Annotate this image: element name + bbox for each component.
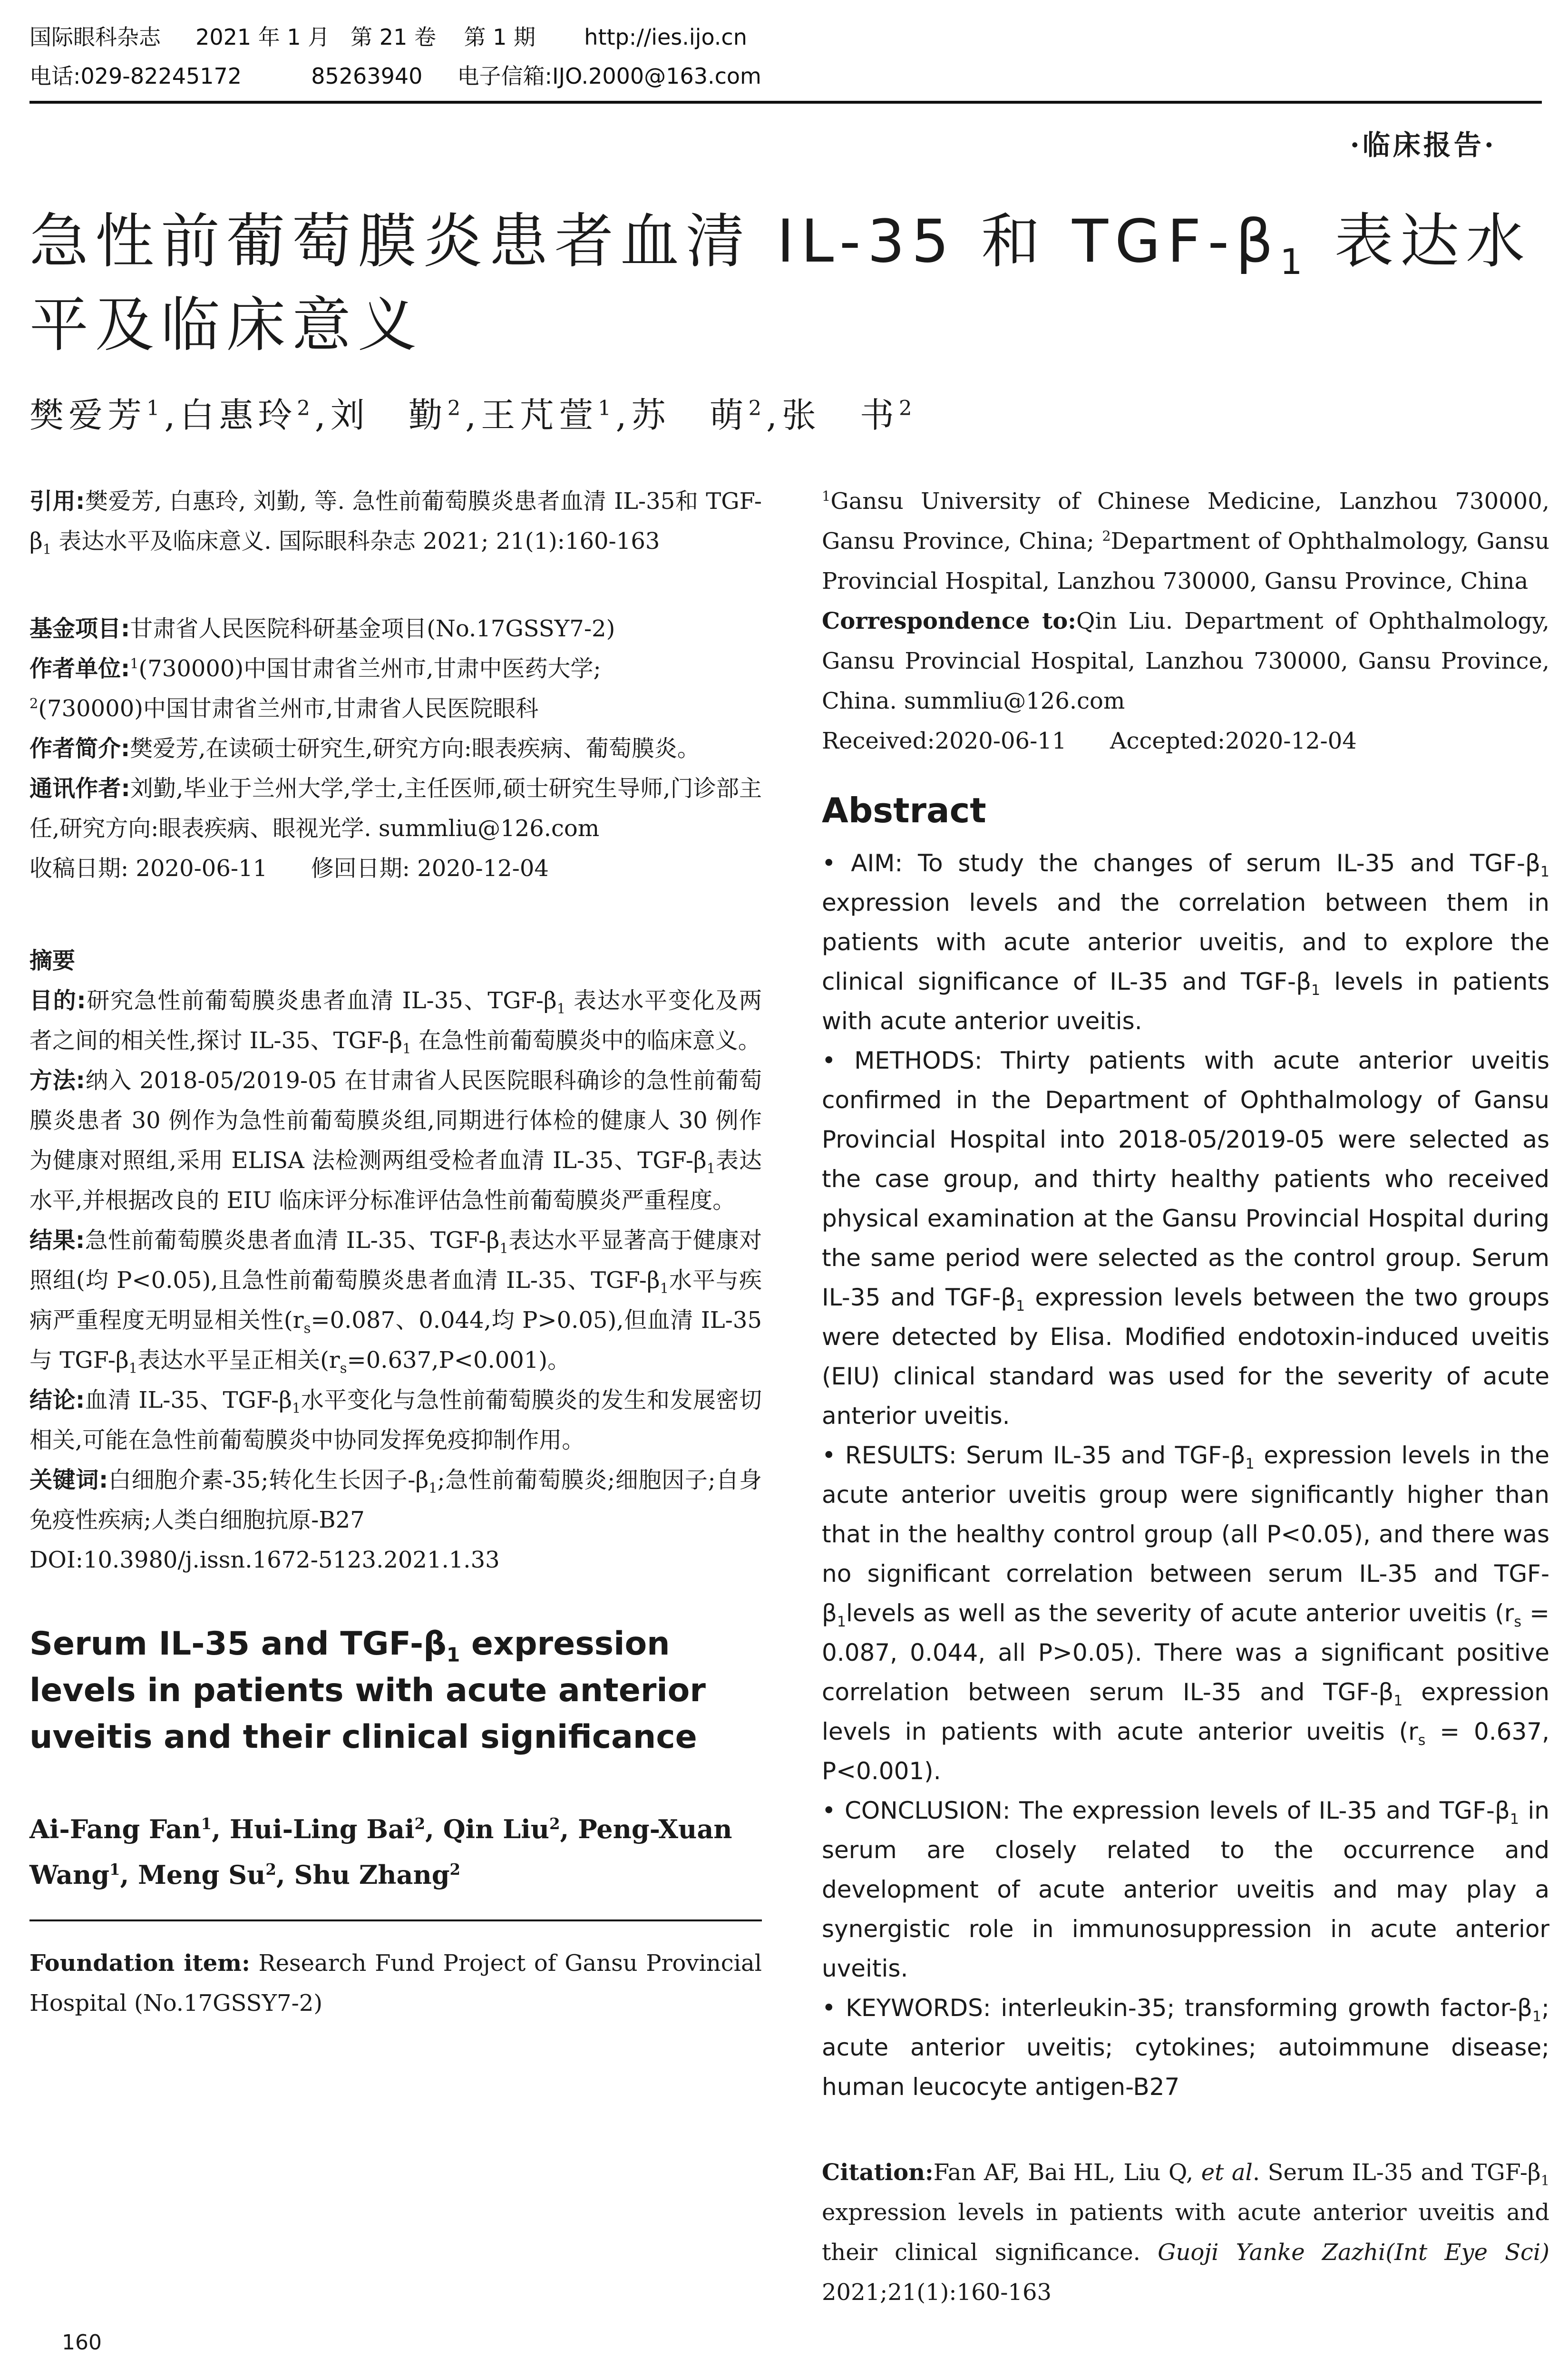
text: Research Fund Project of Gansu Provincial Hospital (No.17GSSY7-2) — [29, 1950, 762, 2017]
abstract-methods-cn — [29, 1061, 762, 1220]
text: 研究急性前葡萄膜炎患者血清 IL-35、TGF-β — [86, 987, 557, 1014]
right-column — [822, 481, 1549, 2312]
subscript: 1 — [292, 1400, 301, 1416]
label: 作者简介: — [29, 735, 130, 762]
author-affiliation-mark: 2 — [265, 1861, 276, 1879]
abstract-heading-en: Abstract — [822, 790, 986, 830]
author-affiliation-mark: 1 — [146, 397, 165, 420]
affiliations-en — [822, 481, 1549, 601]
author-affiliation-mark: 2 — [549, 1815, 560, 1833]
subscript: 1 — [1393, 1693, 1403, 1709]
doi: DOI:10.3980/j.issn.1672-5123.2021.1.33 — [29, 1547, 500, 1573]
keywords-en: • KEYWORDS: interleukin-35; transforming growth factor-$\beta_1$; acute anterior uveitis; cytokines; autoimmune disease; human leucocyte antigen-B27 — [822, 1994, 1549, 2101]
subscript: 1 — [1540, 2172, 1550, 2189]
text: et al — [1201, 2159, 1253, 2186]
author-name: 樊爱芳 — [29, 395, 147, 435]
subscript: 1 — [1311, 982, 1321, 999]
dates-cn: 收稿日期: 2020-06-11 修回日期: 2020-12-04 — [29, 855, 549, 882]
label: 目的: — [29, 987, 86, 1014]
title-text: 急性前葡萄膜炎患者血清 IL-35 和 TGF-β — [29, 207, 1280, 276]
text: expression levels and the correlation between them in patients with acute anterior uveitis, and to explore the clinical significance of IL-35 and TGF-β — [822, 889, 1549, 995]
label: CONCLUSION: — [844, 1797, 1011, 1824]
text: Serum IL-35 and TGF-β — [29, 1625, 447, 1663]
author-name: 张 书 — [781, 395, 899, 435]
text: 樊爱芳, 白惠玲, 刘勤, 等. 急性前葡萄膜炎患者血清 IL-35和 TGF-β — [29, 488, 762, 555]
text: in serum are closely related to the occurrence and development of acute anterior uveitis and may play a synergistic role in immunosuppression in acute anterior uveitis. — [822, 1797, 1549, 1982]
correspondence-cn — [29, 769, 762, 848]
superscript: 1 — [130, 655, 139, 672]
author-name: 刘 勤 — [330, 395, 448, 435]
author-name: Peng-Xuan Wang — [29, 1814, 732, 1890]
text: 表达水平变化及两者之间的相关性,探讨 IL-35、TGF-β — [29, 987, 762, 1054]
abstract-conclusion-cn — [29, 1380, 762, 1460]
subscript: 1 — [402, 1040, 411, 1057]
footnote-rule — [29, 1919, 762, 1921]
text: Gansu University of Chinese Medicine, Lanzhou 730000, Gansu Province, China; — [822, 488, 1549, 555]
author-name: 白惠玲 — [180, 395, 297, 435]
text: . Serum IL-35 and TGF-β — [1252, 2159, 1541, 2186]
citation-en — [822, 2153, 1549, 2312]
label: Citation: — [822, 2159, 934, 2186]
text: Fan AF, Bai HL, Liu Q, — [933, 2159, 1201, 2186]
text: 表达水平及临床意义. 国际眼科杂志 2021; 21(1):160-163 — [51, 528, 660, 555]
fund-cn — [29, 609, 762, 649]
text: 甘肃省人民医院科研基金项目(No.17GSSY7-2) — [130, 615, 615, 642]
text: 在急性前葡萄膜炎中的临床意义。 — [411, 1027, 761, 1054]
text: Department of Ophthalmology, Gansu Provincial Hospital, Lanzhou 730000, Gansu Province, China — [822, 528, 1549, 594]
author-name: Shu Zhang — [294, 1860, 450, 1890]
superscript: 2 — [1102, 528, 1111, 544]
author-affiliation-mark: 1 — [201, 1815, 212, 1833]
text: = 0.637, P<0.001). — [822, 1718, 1550, 1785]
text: expression levels in patients with acute anterior uveitis and their clinical significance — [29, 1625, 706, 1756]
label: 作者单位: — [29, 655, 130, 682]
foundation-item-en — [29, 1943, 762, 2023]
text: interleukin-35; transforming growth factor-β — [991, 1994, 1533, 2022]
label: 基金项目: — [29, 615, 130, 642]
label: 结论: — [29, 1387, 85, 1413]
subscript: s — [1418, 1732, 1426, 1749]
label: KEYWORDS: — [846, 1994, 991, 2022]
author-affiliation-mark: 2 — [297, 397, 315, 420]
abstract-methods-en: • METHODS: Thirty patients with acute anterior uveitis confirmed in the Department of Ophthalmology of Gansu Provincial Hospital into 2018-05/2019-05 were selected as the case group, and thirty healthy patients who received physical examination at the Gansu Provincial Hospital during the same period were selected as the control group. Serum IL-35 and TGF-$\beta_1$ expression levels between the two groups were detected by Elisa. Modified endotoxin-induced uveitis (EIU) clinical standard was used for the severity of acute anterior uveitis. — [822, 1047, 1549, 1430]
author-name: Meng Su — [138, 1860, 266, 1890]
author-name: 苏 萌 — [631, 395, 749, 435]
author-list-cn: 樊爱芳$^1$,白惠玲$^2$,刘 勤$^2$,王芃萱$^1$,苏 萌$^2$,张 书$^2$ — [29, 395, 917, 435]
text: 急性前葡萄膜炎患者血清 IL-35、TGF-β — [85, 1227, 500, 1254]
text: 血清 IL-35、TGF-β — [85, 1387, 292, 1413]
label: RESULTS: — [845, 1442, 957, 1469]
text: expression levels between the two groups were detected by Elisa. Modified endotoxin-induced uveitis (EIU) clinical standard was used for the severity of acute anterior uveitis. — [822, 1284, 1549, 1430]
subscript: 1 — [1016, 1298, 1025, 1315]
title-subscript: 1 — [1280, 241, 1309, 283]
text: 表达水平显著高于健康对照组(均 P<0.05),且急性前葡萄膜炎患者血清 IL-35、TGF-β — [29, 1227, 762, 1294]
author-list-en: Ai-Fang Fan$^1$, Hui-Ling Bai$^2$, Qin Liu$^2$, Peng-Xuan Wang$^1$, Meng Su$^2$, Shu Zhang$^2$ — [29, 1814, 732, 1890]
text: expression levels in patients with acute anterior uveitis and their clinical significance. — [822, 2199, 1549, 2266]
subscript: s — [340, 1360, 347, 1376]
correspondence-en — [822, 601, 1549, 721]
text: Serum IL-35 and TGF-β — [956, 1442, 1246, 1469]
superscript: 2 — [29, 695, 39, 711]
citation-cn — [29, 481, 762, 561]
subscript: 1 — [1510, 1811, 1519, 1828]
label: Foundation item: — [29, 1950, 250, 1977]
label: AIM: — [851, 849, 903, 877]
paper-title-en — [29, 1621, 762, 1761]
label: Correspondence to: — [822, 608, 1077, 634]
text: ; acute anterior uveitis; cytokines; autoimmune disease; human leucocyte antigen-B27 — [822, 1994, 1549, 2101]
author-name: Ai-Fang Fan — [29, 1814, 201, 1844]
text: The expression levels of IL-35 and TGF-β — [1010, 1797, 1510, 1824]
text: To study the changes of serum IL-35 and TGF-β — [903, 849, 1540, 877]
label: 方法: — [29, 1067, 85, 1094]
author-bio-cn — [29, 729, 762, 769]
text: 白细胞介素-35;转化生长因子-β — [108, 1467, 429, 1493]
author-affiliation-mark: 1 — [109, 1861, 120, 1879]
subscript: 1 — [556, 1000, 566, 1017]
text: 水平与疾病严重程度无明显相关性(r — [29, 1267, 762, 1334]
text: Qin Liu. Department of Ophthalmology, Gansu Provincial Hospital, Lanzhou 730000, Gansu Province, China. summliu@126.com — [822, 608, 1550, 714]
label: 结果: — [29, 1227, 85, 1254]
author-name: Qin Liu — [443, 1814, 549, 1844]
label: 关键词: — [29, 1467, 108, 1493]
section-tag: ·临床报告· — [1350, 129, 1497, 161]
dates-en: Received:2020-06-11 Accepted:2020-12-04 — [822, 728, 1357, 754]
text: 刘勤,毕业于兰州大学,学士,主任医师,硕士研究生导师,门诊部主任,研究方向:眼表疾病、眼视光学. summliu@126.com — [29, 775, 762, 842]
text: expression levels in patients with acute anterior uveitis (r — [822, 1678, 1549, 1745]
text: 樊爱芳,在读硕士研究生,研究方向:眼表疾病、葡萄膜炎。 — [130, 735, 700, 762]
label: 引用: — [29, 488, 85, 515]
title-text-end: 表达水平及临床意义 — [29, 207, 1532, 360]
label: 通讯作者: — [29, 775, 130, 802]
header-rule — [29, 101, 1542, 104]
abstract-aim-en: • AIM: To study the changes of serum IL-35 and TGF-$\beta_1$ expression levels and the correlation between them in patients with acute anterior uveitis, and to explore the clinical significance of IL-35 and TGF-$\beta_1$ levels in patients with acute anterior uveitis. — [822, 849, 1549, 1035]
text: Thirty patients with acute anterior uveitis confirmed in the Department of Ophthalmology of Gansu Provincial Hospital into 2018-05/2019-05 were selected as the case group, and thirty healthy patients who received physical examination at the Gansu Provincial Hospital during the same period were selected as the control group. Serum IL-35 and TGF-β — [822, 1047, 1549, 1311]
text: = 0.087, 0.044, all P>0.05). There was a significant positive correlation between serum IL-35 and TGF-β — [822, 1599, 1549, 1706]
subscript: 1 — [1245, 1456, 1255, 1472]
subscript: 1 — [1532, 2008, 1542, 2025]
subscript: 1 — [446, 1643, 460, 1666]
subscript: 1 — [706, 1160, 716, 1177]
author-name: Hui-Ling Bai — [229, 1814, 415, 1844]
label: METHODS: — [854, 1047, 983, 1074]
subscript: 1 — [1540, 864, 1549, 880]
text: 2021;21(1):160-163 — [822, 2279, 1052, 2306]
subscript: 1 — [837, 1614, 847, 1630]
journal-header-line1: 国际眼科杂志 2021 年 1 月 第 21 卷 第 1 期 http://ies.ijo.cn — [29, 24, 747, 50]
subscript: 1 — [499, 1240, 508, 1257]
text: Guoji Yanke Zazhi(Int Eye Sci) — [1158, 2239, 1549, 2266]
text: 表达水平,并根据改良的 EIU 临床评分标准评估急性前葡萄膜炎严重程度。 — [29, 1147, 762, 1214]
author-affiliation-mark: 2 — [748, 397, 767, 420]
abstract-heading-cn: 摘要 — [29, 947, 76, 974]
subscript: 1 — [42, 541, 52, 557]
text: levels as well as the severity of acute anterior uveitis (r — [846, 1599, 1514, 1627]
text: expression levels in the acute anterior uveitis group were significantly higher than that in the healthy control group (all P<0.05), and there was no significant correlation between serum IL-35 and TGF-β — [822, 1442, 1550, 1627]
text: 水平变化与急性前葡萄膜炎的发生和发展密切相关,可能在急性前葡萄膜炎中协同发挥免疫抑制作用。 — [29, 1387, 762, 1453]
page-number: 160 — [62, 2330, 102, 2355]
text: =0.637,P<0.001)。 — [347, 1347, 571, 1374]
journal-header-line2: 电话:029-82245172 85263940 电子信箱:IJO.2000@163.com — [29, 63, 761, 89]
abstract-conclusion-en: • CONCLUSION: The expression levels of IL-35 and TGF-$\beta_1$ in serum are closely related to the occurrence and development of acute anterior uveitis and may play a synergistic role in immunosuppression in acute anterior uveitis. — [822, 1797, 1549, 1982]
paper-title-cn — [29, 200, 1542, 367]
subscript: s — [1514, 1614, 1521, 1630]
subscript: s — [303, 1320, 311, 1336]
author-name: 王芃萱 — [481, 395, 598, 435]
text: =0.087、0.044,均 P>0.05),但血清 IL-35 与 TGF-β — [29, 1307, 762, 1374]
author-affiliation-mark: 2 — [447, 397, 466, 420]
abstract-results-cn — [29, 1220, 762, 1380]
text: (730000)中国甘肃省兰州市,甘肃中医药大学; — [138, 655, 601, 682]
author-affiliation-mark: 2 — [898, 397, 917, 420]
text: 表达水平呈正相关(r — [137, 1347, 340, 1374]
abstract-results-en: • RESULTS: Serum IL-35 and TGF-$\beta_1$ expression levels in the acute anterior uveitis group were significantly higher than that in the healthy control group (all P<0.05), and there was no significant correlation between serum IL-35 and TGF-$\beta_1levels$ as well as the severity of acute anterior uveitis ($r_s = 0.087$, 0.044, all P>0.05). There was a significant positive correlation between serum IL-35 and TGF-$\beta_1$ expression levels in patients with acute anterior uveitis ($r_s = 0.637$, P<0.001). — [822, 1442, 1550, 1785]
abstract-aim-cn — [29, 981, 762, 1061]
text: 纳入 2018-05/2019-05 在甘肃省人民医院眼科确诊的急性前葡萄膜炎患者 30 例作为急性前葡萄膜炎组,同期进行体检的健康人 30 例作为健康对照组,采用 ELISA 法检测两组受检者血清 IL-35、TGF-β — [29, 1067, 762, 1174]
left-column — [29, 481, 762, 2023]
author-affiliation-mark: 2 — [414, 1815, 426, 1833]
superscript: 1 — [822, 488, 831, 504]
text: levels in patients with acute anterior uveitis. — [822, 968, 1549, 1035]
text: (730000)中国甘肃省兰州市,甘肃省人民医院眼科 — [38, 695, 539, 722]
subscript: 1 — [128, 1360, 138, 1376]
author-affiliation-mark: 2 — [449, 1861, 461, 1879]
subscript: 1 — [429, 1480, 438, 1496]
keywords-cn — [29, 1460, 762, 1540]
author-affiliation-mark: 1 — [598, 397, 616, 420]
subscript: 1 — [660, 1280, 669, 1296]
affiliation-cn — [29, 649, 762, 729]
text: ;急性前葡萄膜炎;细胞因子;自身免疫性疾病;人类白细胞抗原-B27 — [29, 1467, 762, 1533]
